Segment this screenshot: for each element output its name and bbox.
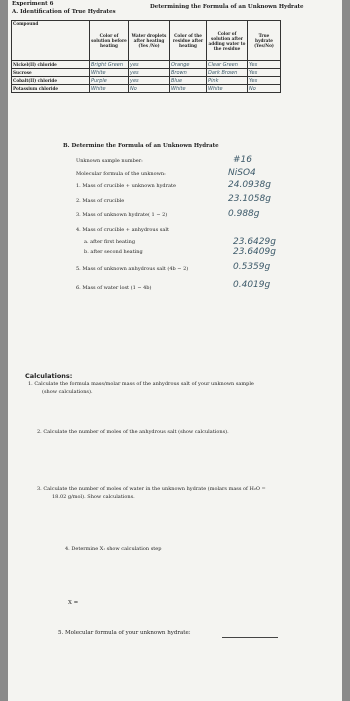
column-header: True hydrate (Yes/No) [248, 21, 281, 61]
table-row [12, 61, 281, 69]
compound-cell: Nickel(II) chloride [12, 61, 90, 69]
true-hydrate-cell: Yes [248, 69, 281, 77]
question-4: 4. Determine X: show calculation step [65, 546, 162, 552]
question-2: 2. Calculate the number of moles of the anhydrous salt (show calculations). [37, 429, 229, 435]
mass-hydrate-label: 3. Mass of unknown hydrate( 1 − 2) [76, 212, 168, 218]
x-label: X = [68, 600, 79, 606]
column-header: Water droplets after heating (Yes /No) [129, 21, 170, 61]
true-hydrate-cell: No [248, 85, 281, 93]
column-header: Color of the residue after heating [170, 21, 207, 61]
sample-number-value: #16 [233, 155, 252, 165]
question-5: 5. Molecular formula of your unknown hydrate: [58, 630, 191, 636]
droplets-cell: No [129, 85, 170, 93]
table-row [12, 69, 281, 77]
first-heating-label: a. after first heating [84, 239, 136, 245]
mass-crucible-hydrate-label: 1. Mass of crucible + unknown hydrate [76, 183, 176, 189]
true-hydrate-cell: Yes [248, 61, 281, 69]
color-before-cell: Bright Green [90, 61, 129, 69]
residue-color-cell: Blue [170, 77, 207, 85]
molecular-formula-label: Molecular formula of the unknown: [76, 171, 166, 177]
column-header: Color of solution after adding water to the residue [207, 21, 248, 61]
mass-crucible-anhydrous-label: 4. Mass of crucible + anhydrous salt [76, 227, 169, 233]
table-row [12, 85, 281, 93]
solution-color-cell: White [207, 85, 248, 93]
droplets-cell: yes [129, 69, 170, 77]
second-heating-value: 23.6409g [233, 247, 276, 257]
worksheet-page [8, 0, 342, 701]
color-before-cell: White [90, 69, 129, 77]
table-header-row [12, 21, 281, 61]
mass-crucible-value: 23.1058g [228, 194, 271, 204]
section-b-title: B. Determine the Formula of an Unknown Hydrate [63, 143, 219, 149]
solution-color-cell: Clear Green [207, 61, 248, 69]
question-3: 3. Calculate the number of moles of water in the unknown hydrate (molars mass of H₂O = [37, 486, 266, 492]
compound-cell: Cobalt(II) chloride [12, 77, 90, 85]
droplets-cell: yes [129, 77, 170, 85]
solution-color-cell: Pink [207, 77, 248, 85]
droplets-cell: yes [129, 61, 170, 69]
true-hydrate-cell: Yes [248, 77, 281, 85]
residue-color-cell: Brown [170, 69, 207, 77]
question-1: 1. Calculate the formula mass/molar mass of the anhydrous salt of your unknown sample [28, 381, 254, 387]
column-header: Color of solution before heating [90, 21, 129, 61]
molecular-formula-value: NiSO4 [228, 168, 256, 178]
calculations-title: Calculations: [25, 372, 73, 380]
mass-water-label: 6. Mass of water lost (1 − 4b) [76, 285, 152, 291]
mass-crucible-label: 2. Mass of crucible [76, 198, 125, 204]
color-before-cell: White [90, 85, 129, 93]
color-before-cell: Purple [90, 77, 129, 85]
mass-hydrate-value: 0.988g [228, 209, 260, 219]
residue-color-cell: Orange [170, 61, 207, 69]
residue-color-cell: White [170, 85, 207, 93]
sample-number-label: Unknown sample number: [76, 158, 143, 164]
table-row [12, 77, 281, 85]
main-title: Determining the Formula of an Unknown Hydrate [150, 4, 304, 10]
compound-cell: Potassium chloride [12, 85, 90, 93]
first-heating-value: 23.6429g [233, 237, 276, 247]
question-1-continued: (show calculations). [42, 389, 93, 395]
hydrate-table [11, 20, 281, 93]
experiment-label: Experiment 6 [12, 1, 54, 7]
mass-water-value: 0.4019g [233, 280, 271, 290]
solution-color-cell: Dark Brown [207, 69, 248, 77]
section-a-title: A. Identification of True Hydrates [12, 9, 116, 15]
mass-anhydrous-value: 0.5359g [233, 262, 271, 272]
column-header: Compound [12, 21, 90, 61]
compound-cell: Sucrose [12, 69, 90, 77]
mass-anhydrous-label: 5. Mass of unknown anhydrous salt (4b − 2) [76, 266, 189, 272]
question-3-continued: 18.02 g/mol). Show calculations. [52, 494, 135, 500]
second-heating-label: b. after second heating [84, 249, 143, 255]
answer-line [222, 637, 278, 638]
mass-crucible-hydrate-value: 24.0938g [228, 180, 271, 190]
